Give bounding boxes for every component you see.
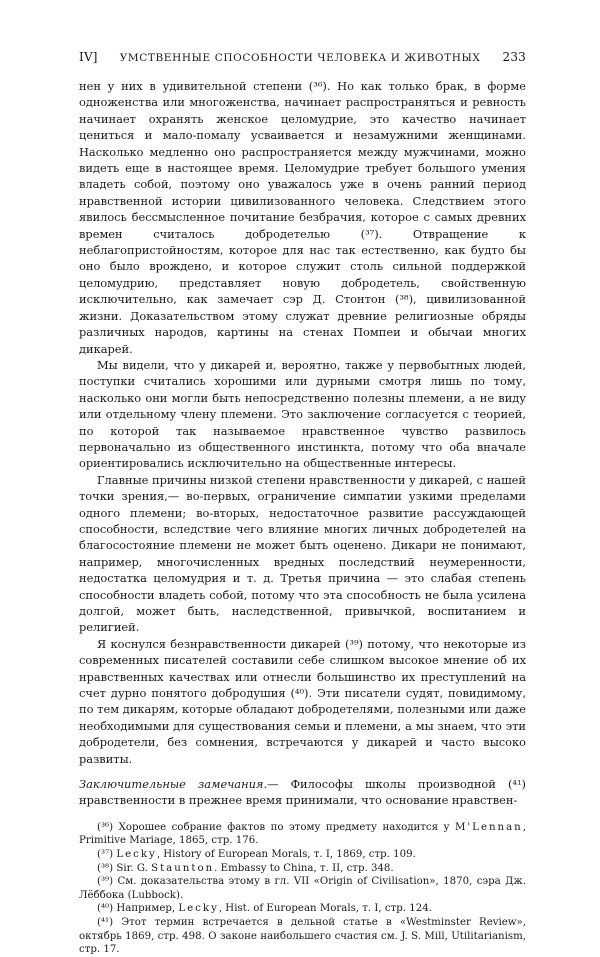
chapter-number: IV] [79, 50, 98, 64]
footnotes [79, 821, 526, 957]
book-page [79, 50, 526, 957]
running-header [79, 50, 526, 68]
paragraph-4: Я коснулся безнравственности дикарей (³⁹) потому, что некоторые из современных писателей составили себе слишком высокое мнение об их нравственных качествах или отнесли большинство их преступлений на счет дурно понятого добродушия (⁴⁰). Эти писатели судят, повидимому, по тем дикарям, которые обладают добродетелями, полезными или даже необходимыми для существования семьи и племени, а мы знаем, что эти добродетели, без сомнения, встречаются у дикарей и часто высоко развиты. [79, 636, 526, 766]
paragraph-3: Главные причины низкой степени нравственности у дикарей, с нашей точки зрения,— во-первых, ограничение симпатии узкими пределами одного племени; во-вторых, недостаточное развитие рассуждающей способности, вследствие чего влияние многих личных добродетелей на благосостояние племени не может быть оценено. Дикари не понимают, например, многочисленных вредных последствий неумеренности, недостатка целомудрия и т. д. Третья причина — это слабая степень способности владеть собой, потому что эта способность не была усилена долгой, может быть, наследственной, привычкой, воспитанием и религией. [79, 472, 526, 635]
footnote: (³⁸) Sir. G. Staunton. Embassy to China, т. II, стр. 348. [97, 862, 394, 874]
footnote: (³⁶) Хорошее собрание фактов по этому предмету находится у M'Lennan, Primitive Mariage, 1865, стр. 176. [79, 821, 526, 847]
conclusion-paragraph [79, 776, 526, 809]
footnote: (⁴¹) Этот термин встречается в дельной статье в «Westminster Review», октябрь 1869, стр. 498. О законе наибольшего счастия см. J. S. Mill, Utilitarianism, стр. 17. [79, 917, 526, 956]
footnote: (⁴⁰) Например, Lecky, Hist. of European Morals, т. I, стр. 124. [97, 903, 432, 915]
conclusion-heading: Заключительные замечания. [79, 777, 268, 792]
footnote: (³⁹) См. доказательства этому в гл. VII «Origin of Civilisation», 1870, сэра Дж. Лёббока (Lubbock). [79, 876, 526, 901]
running-title: УМСТВЕННЫЕ СПОСОБНОСТИ ЧЕЛОВЕКА И ЖИВОТНЫХ [119, 52, 481, 64]
paragraph-2: Мы видели, что у дикарей и, вероятно, также у первобытных людей, поступки считались хорошими или дурными смотря лишь по тому, насколько они могли быть непосредственно полезны племени, а не виду или отдельному члену племени. Это заключение согласуется с теорией, по которой так называемое нравственное чувство развилось первоначально из общественного инстинкта, потому что оба вначале ориентировались исключительно на общественные интересы. [79, 357, 526, 471]
footnote: (³⁷) Lecky, History of European Morals, т. I, 1869, стр. 109. [97, 849, 416, 861]
paragraph-1: нен у них в удивительной степени (³⁶). Но как только брак, в форме одноженства или многоженства, начинает распространяться и ревность начинает охранять женское целомудрие, это качество начинает цениться и мало-помалу усваивается и незамужними женщинами. Насколько медленно оно распространяется между мужчинами, можно видеть еще в настоящее время. Целомудрие требует большого умения владеть собой, поэтому оно уважалось уже в очень ранний период нравственной истории цивилизованного человека. Следствием этого явилось бессмысленное почитание безбрачия, которое с самых древних времен считалось добродетелью (³⁷). Отвращение к неблагопристойностям, которое для нас так естественно, как будто бы оно было врождено, и которое служит столь сильной поддержкой целомудрию, представляет новую добродетель, свойственную исключительно, как замечает сэр Д. Стонтон (³⁸), цивилизованной жизни. Доказательством этому служат древние религиозные обряды различных народов, картины на стенах Помпеи и обычаи многих дикарей. [79, 79, 526, 356]
page-number: 233 [502, 50, 526, 64]
conclusion-text: — Философы школы производной (⁴¹) нравственности в прежнее время принимали, что основание нравствен- [79, 777, 526, 808]
body-text [79, 78, 526, 809]
